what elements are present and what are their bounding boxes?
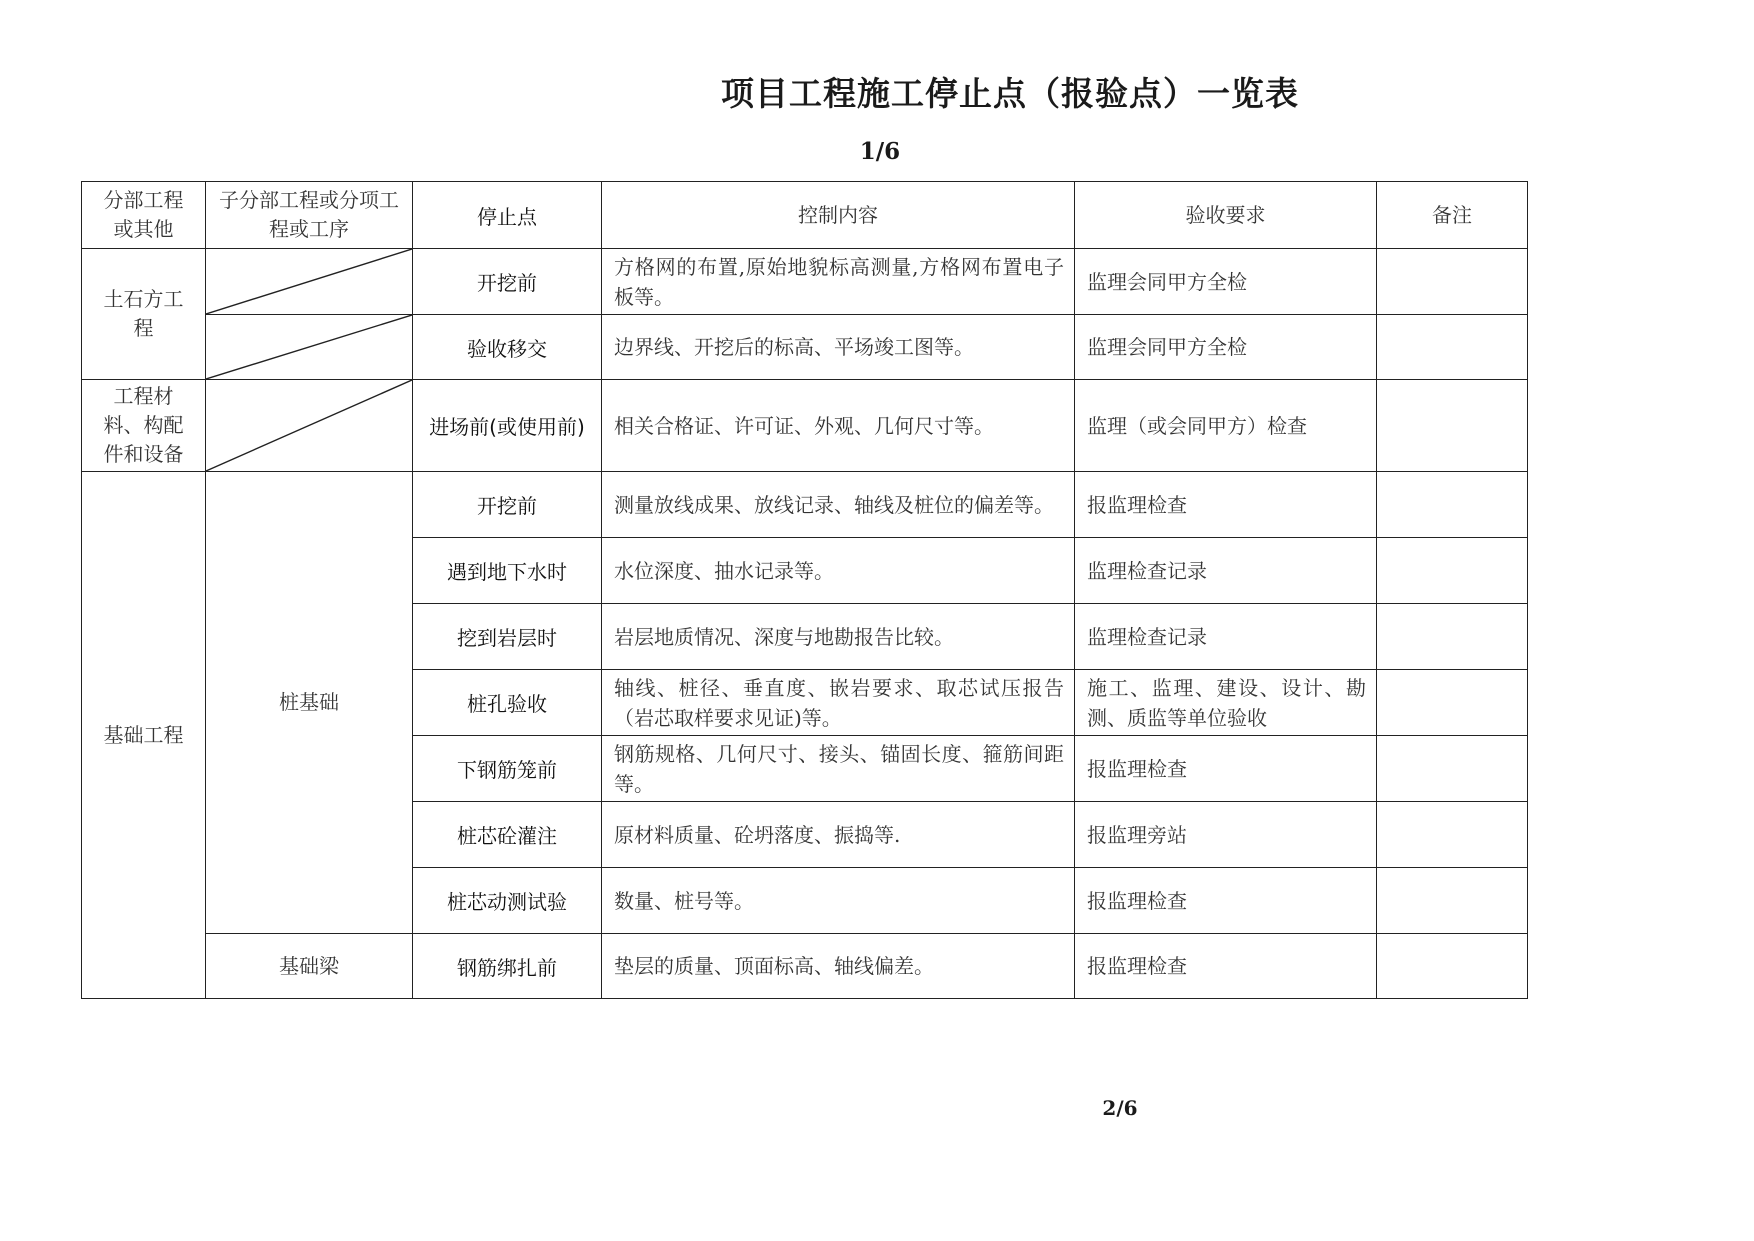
header-sub-item: 子分部工程或分项工程或工序 xyxy=(206,182,413,249)
acceptance-requirement: 报监理检查 xyxy=(1075,934,1377,999)
control-content: 方格网的布置,原始地貌标高测量,方格网布置电子板等。 xyxy=(602,249,1075,315)
header-remarks: 备注 xyxy=(1377,182,1528,249)
stop-point: 开挖前 xyxy=(413,249,602,315)
stop-point: 桩孔验收 xyxy=(413,670,602,736)
header-category: 分部工程或其他 xyxy=(82,182,206,249)
remarks-cell xyxy=(1377,802,1528,868)
acceptance-requirement: 报监理检查 xyxy=(1075,472,1377,538)
sub-item-pile-foundation: 桩基础 xyxy=(206,472,413,934)
diagonal-empty-cell xyxy=(206,249,413,315)
stop-point: 桩芯动测试验 xyxy=(413,868,602,934)
table-row xyxy=(82,249,1528,315)
acceptance-requirement: 施工、监理、建设、设计、勘测、质监等单位验收 xyxy=(1075,670,1377,736)
control-content: 水位深度、抽水记录等。 xyxy=(602,538,1075,604)
remarks-cell xyxy=(1377,670,1528,736)
acceptance-requirement: 监理（或会同甲方）检查 xyxy=(1075,380,1377,472)
page-number-bottom: 2/6 xyxy=(1102,1096,1138,1120)
remarks-cell xyxy=(1377,380,1528,472)
control-content: 轴线、桩径、垂直度、嵌岩要求、取芯试压报告（岩芯取样要求见证)等。 xyxy=(602,670,1075,736)
acceptance-requirement: 报监理检查 xyxy=(1075,868,1377,934)
remarks-cell xyxy=(1377,934,1528,999)
stop-point: 开挖前 xyxy=(413,472,602,538)
acceptance-requirement: 监理会同甲方全检 xyxy=(1075,249,1377,315)
control-content: 垫层的质量、顶面标高、轴线偏差。 xyxy=(602,934,1075,999)
remarks-cell xyxy=(1377,736,1528,802)
sub-item-foundation-beam: 基础梁 xyxy=(206,934,413,999)
control-content: 岩层地质情况、深度与地勘报告比较。 xyxy=(602,604,1075,670)
group-materials: 工程材料、构配件和设备 xyxy=(82,380,206,472)
control-content: 数量、桩号等。 xyxy=(602,868,1075,934)
stop-point: 钢筋绑扎前 xyxy=(413,934,602,999)
remarks-cell xyxy=(1377,868,1528,934)
remarks-cell xyxy=(1377,604,1528,670)
stop-point: 进场前(或使用前) xyxy=(413,380,602,472)
page-title: 项目工程施工停止点（报验点）一览表 xyxy=(721,74,1299,113)
page-number-top: 1/6 xyxy=(859,138,901,165)
control-content: 钢筋规格、几何尺寸、接头、锚固长度、箍筋间距等。 xyxy=(602,736,1075,802)
stop-point: 下钢筋笼前 xyxy=(413,736,602,802)
remarks-cell xyxy=(1377,472,1528,538)
group-earthwork: 土石方工程 xyxy=(82,249,206,380)
stop-point: 遇到地下水时 xyxy=(413,538,602,604)
table-header-row xyxy=(82,182,1528,249)
control-content: 边界线、开挖后的标高、平场竣工图等。 xyxy=(602,315,1075,380)
stop-point-table xyxy=(81,181,1528,999)
remarks-cell xyxy=(1377,249,1528,315)
table-row xyxy=(82,380,1528,472)
remarks-cell xyxy=(1377,315,1528,380)
remarks-cell xyxy=(1377,538,1528,604)
acceptance-requirement: 监理检查记录 xyxy=(1075,538,1377,604)
control-content: 原材料质量、砼坍落度、振捣等. xyxy=(602,802,1075,868)
table-row xyxy=(82,315,1528,380)
header-stop-point: 停止点 xyxy=(413,182,602,249)
header-control-content: 控制内容 xyxy=(602,182,1075,249)
diagonal-empty-cell xyxy=(206,315,413,380)
group-foundation: 基础工程 xyxy=(82,472,206,999)
control-content: 相关合格证、许可证、外观、几何尺寸等。 xyxy=(602,380,1075,472)
table-row xyxy=(82,934,1528,999)
acceptance-requirement: 监理会同甲方全检 xyxy=(1075,315,1377,380)
table-row xyxy=(82,472,1528,538)
stop-point: 挖到岩层时 xyxy=(413,604,602,670)
header-acceptance: 验收要求 xyxy=(1075,182,1377,249)
acceptance-requirement: 报监理检查 xyxy=(1075,736,1377,802)
diagonal-empty-cell xyxy=(206,380,413,472)
stop-point: 验收移交 xyxy=(413,315,602,380)
acceptance-requirement: 监理检查记录 xyxy=(1075,604,1377,670)
control-content: 测量放线成果、放线记录、轴线及桩位的偏差等。 xyxy=(602,472,1075,538)
stop-point: 桩芯砼灌注 xyxy=(413,802,602,868)
acceptance-requirement: 报监理旁站 xyxy=(1075,802,1377,868)
